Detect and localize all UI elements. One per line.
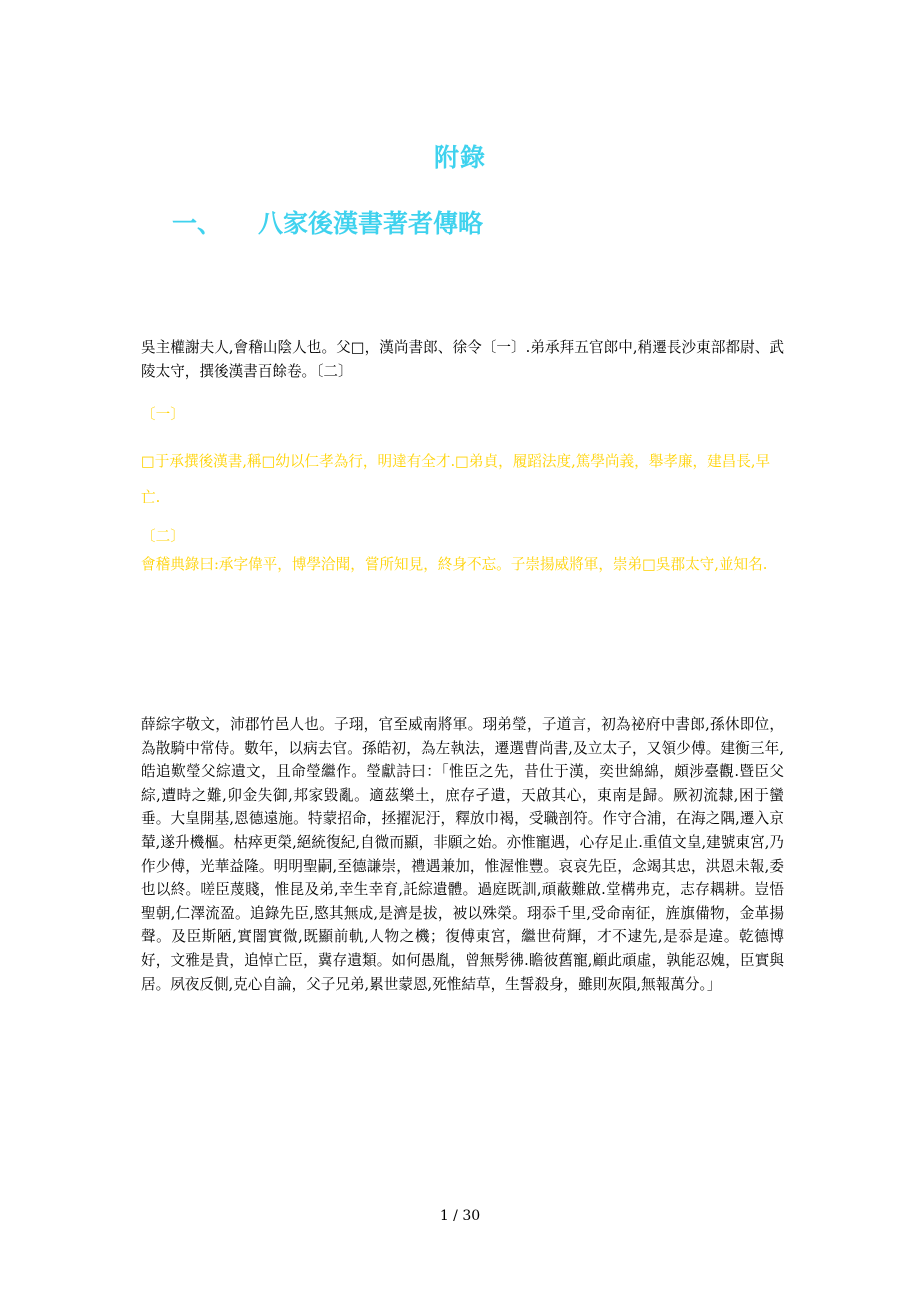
footnote-2-label: 〔二〕 bbox=[141, 528, 185, 545]
footnote-1-label: 〔一〕 bbox=[141, 406, 185, 423]
paragraph-xue-zong: 薛綜字敬文，沛郡竹邑人也。子珝，官至威南將軍。珝弟瑩，子道言，初為祕府中書郎,孫休即位，為散騎中常侍。數年，以病去官。孫皓初，為左執法，遷選曹尚書,及立太子，又領少傅。建衡三年,皓追歎瑩父綜遺文，且命瑩繼作。瑩獻詩曰：「惟臣之先，昔仕于漢，奕世綿綿，頗涉臺觀.暨臣父綜,遭時之難,卯金失御,邦家毀亂。適茲樂土，庶存孑遺，天啟其心，東南是歸。厥初流隸,困于蠻垂。大皇開基,恩德遠施。特蒙招命，拯擢泥汙，釋放巾褐，受職剖符。作守合浦，在海之隅,遷入京輦,遂升機樞。枯瘁更榮,絕統復紀,自微而顯，非願之始。亦惟寵遇，心存足止.重值文皇,建號東宮,乃作少傅，光華益隆。明明聖嗣,至德謙崇，禮遇兼加，惟渥惟豐。哀哀先臣，念竭其忠，洪恩未報,委也以終。嗟臣蔑賤，惟昆及弟,幸生幸育,託綜遺體。過庭既訓,頑蔽難啟.堂構弗克，志存耦耕。豈悟聖朝,仁澤流盈。追錄先臣,愍其無成,是濟是拔，被以殊榮。珝忝千里,受命南征，旌旗備物，金革揚聲。及臣斯陋,實闇實微,既顯前軌,人物之機；復傅東宮，繼世荷輝，才不逮先,是忝是違。乾德博好，文雅是貴，追悼亡臣，冀存遺類。如何愚胤，曾無髣彿.瞻彼舊寵,顧此頑虛，孰能忍媿，臣實與居。夙夜反側,克心自論，父子兄弟,累世蒙恩,死惟結草，生誓殺身，雖則灰隕,無報萬分。」 bbox=[141, 716, 784, 993]
page-title: 附錄 bbox=[433, 143, 486, 172]
page-number: 1 / 30 bbox=[439, 1208, 481, 1224]
footnote-2-text: 會稽典錄曰:承字偉平，博學洽聞，嘗所知見，終身不忘。子崇揚威將軍，崇弟□吳郡太守,並知名. bbox=[141, 556, 768, 573]
section-number: 一、 bbox=[172, 209, 223, 238]
footnote-1-text: □于承撰後漢書,稱□幼以仁孝為行，明達有全才.□弟貞，履蹈法度,篤學尚義，舉孝廉，建昌長,早亡. bbox=[141, 453, 771, 506]
paragraph-xie-cheng: 吳主權謝夫人,會稽山陰人也。父□，漢尚書郎、徐令〔一〕.弟承拜五官郎中,稍遷長沙東部都尉、武陵太守，撰後漢書百餘卷。〔二〕 bbox=[141, 339, 784, 380]
section-heading bbox=[172, 204, 483, 240]
section-title: 八家後漢書著者傳略 bbox=[258, 209, 484, 238]
